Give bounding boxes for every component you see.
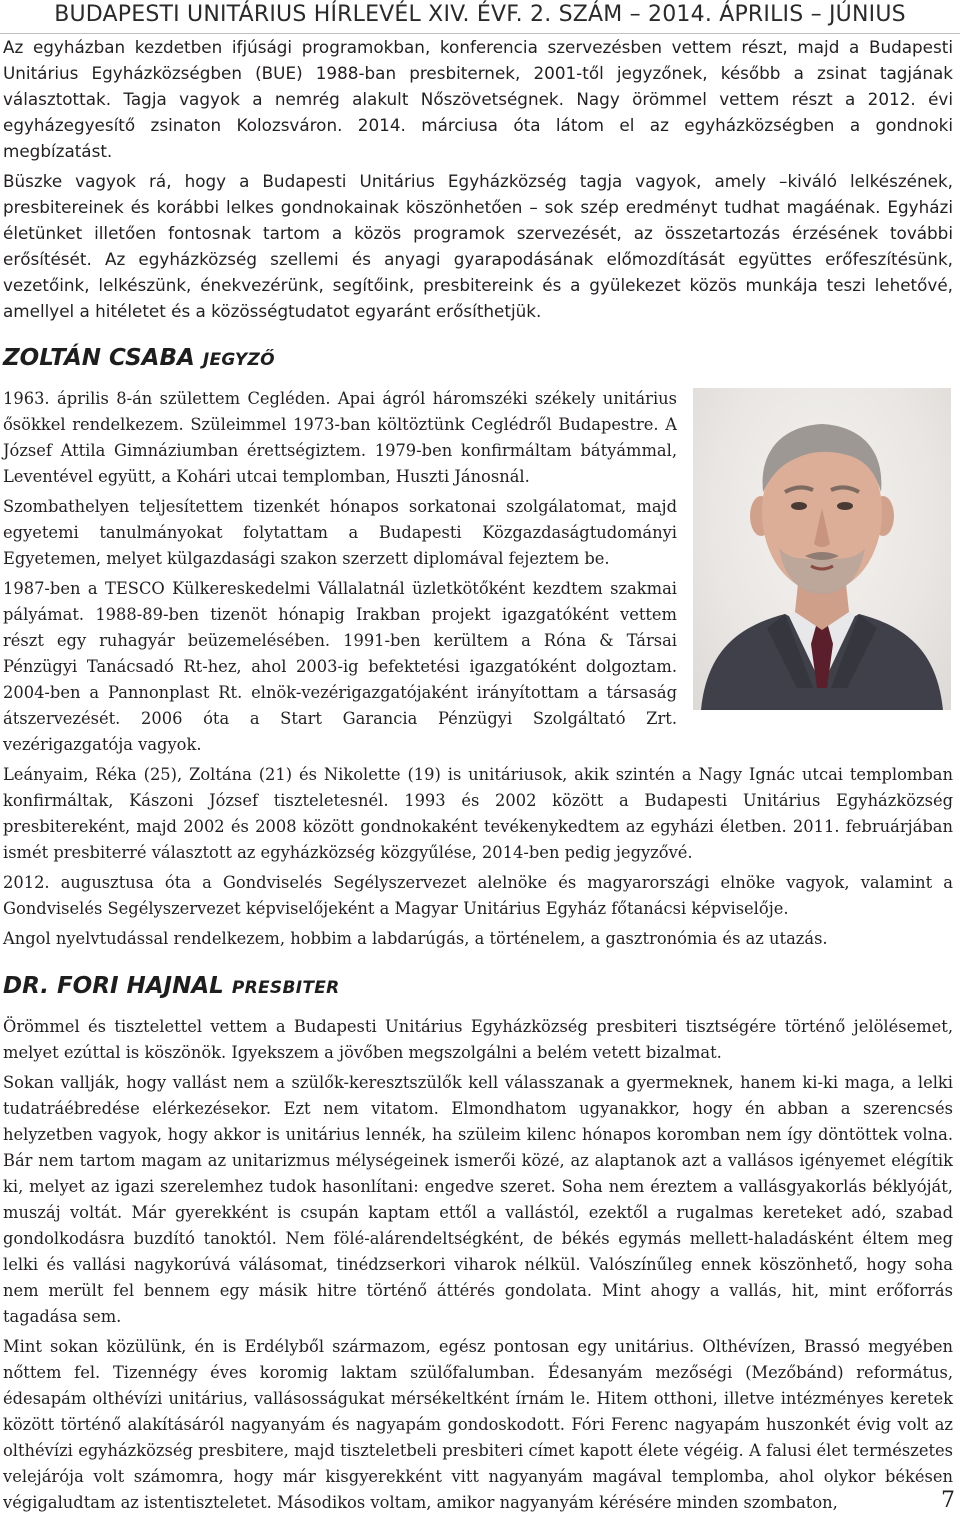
running-head: BUDAPESTI UNITÁRIUS HÍRLEVÉL XIV. ÉVF. 2. SZÁM – 2014. ÁPRILIS – JÚNIUS xyxy=(0,0,960,34)
bio-paragraph: Örömmel és tisztelettel vettem a Budapesti Unitárius Egyházközség presbiteri tisztségére történő jelölésemet, melyet ezúttal is köszönök. Igyekszem a jövőben megszolgálni a belém vetett bizalmat. xyxy=(3,1017,953,1062)
candidate-role: JEGYZŐ xyxy=(202,350,275,370)
candidate-role: PRESBITER xyxy=(231,978,340,998)
page-number: 7 xyxy=(941,1488,955,1513)
bio-paragraph: 1963. április 8-án születtem Cegléden. Apai ágról háromszéki székely unitárius ősökkel rendelkezem. Szüleimmel 1973-ban költöztünk Ceglédről Budapestre. A József Attila Gimnáziumban érettségiztem. 1979-ben konfirmáltam bátyámmal, Leventével együtt, a Kohári utcai templomban, Huszti Jánosnál. xyxy=(3,389,677,486)
bio-paragraph: Angol nyelvtudással rendelkezem, hobbim a labdarúgás, a történelem, a gasztronómia és az utazás. xyxy=(3,929,828,948)
candidate-name: ZOLTÁN CSABA xyxy=(3,345,195,371)
article-body xyxy=(3,34,953,1520)
zoltan-section xyxy=(3,344,953,952)
bio-paragraph: Sokan vallják, hogy vallást nem a szülők-keresztszülők kell válasszanak a gyermeknek, hanem ki-ki maga, a lelki tudatráébredése elérkezésekor. Ezt nem vitatom. Elmondhatom ugyanakkor, hogy én abban a szerencsés helyzetben vagyok, hogy akkor is unitárius lennék, ha szüleim kilenc hónapos koromban nem így döntöttek volna. Bár nem tartom magam az unitarizmus mélységeinek ismerői közé, az alaptanok azt a vallásos igényemet elégítik ki, melyet az igazi szerelemhez tudok hasonlítani: engedve szeret. Soha nem éreztem a vallásgyakorlás béklyóját, muszáj voltát. Már gyerekként is csupán kaptam ettől a vallástól, ezektől a rugalmas kereteket adó, szabad gondolkodásra buzdító tanoktól. Nem fölé-alárendeltségként, de békés egymás mellett-haladásként éltem meg lelki és vallási nagykorúvá válásomat, tinédzserkori viharok nélkül. Valószínűleg ennek köszönhető, hogy soha nem merült fel bennem egy másik hitre történő áttérés gondolata. Mint ahogy a vallás, hit, mint erőforrás tagadása sem. xyxy=(3,1073,953,1326)
candidate-name: DR. FORI HAJNAL xyxy=(3,973,224,999)
portrait-photo xyxy=(693,388,951,710)
intro-paragraph: Az egyházban kezdetben ifjúsági programokban, konferencia szervezésben vettem részt, majd a Budapesti Unitárius Egyházközségben (BUE) 1988-ban presbiternek, 2001-től jegyzőnek, később a zsinat tagjának választottak. Tagja vagyok a nemrég alakult Nőszövetségnek. Nagy örömmel vettem részt a 2012. évi egyházegyesítő zsinaton Kolozsváron. 2014. márciusa óta látom el az egyházközségben a gondnoki megbízatást. xyxy=(3,37,953,161)
bio-paragraph: Szombathelyen teljesítettem tizenkét hónapos sorkatonai szolgálatomat, majd egyetemi tanulmányokat folytattam a Budapesti Közgazdaságtudományi Egyetemen, melyet külgazdasági szakon szerzett diplomával fejeztem be. xyxy=(3,497,677,568)
section-heading-fori xyxy=(3,972,953,1002)
bio-paragraph: Leányaim, Réka (25), Zoltána (21) és Nikolette (19) is unitáriusok, akik szintén a Nagy Ignác utcai templomban konfirmáltak, Kászoni József tiszteletesnél. 1993 és 2002 között a Budapesti Unitárius Egyházközség presbitereként, majd 2002 és 2008 között gondnokaként tevékenykedtem az egyházi életben. 2011. februárjában ismét presbiterré választott az egyházközség közgyűlése, 2014-ben pedig jegyzővé. xyxy=(3,765,953,862)
fori-section xyxy=(3,972,953,1516)
bio-paragraph: 2012. augusztusa óta a Gondviselés Segélyszervezet alelnöke és magyarországi elnöke vagyok, valamint a Gondviselés Segélyszervezet képviselőjeként a Magyar Unitárius Egyház főtanácsi képviselője. xyxy=(3,873,953,918)
bio-paragraph: 1987-ben a TESCO Külkereskedelmi Vállalatnál üzletkötőként kezdtem szakmai pályámat. 1988-89-ben tizenöt hónapig Irakban projekt igazgatóként vettem részt egy ruhagyár beüzemelésében. 1991-ben kerültem a Róna & Társai Pénzügyi Tanácsadó Rt-hez, ahol 2003-ig befektetési igazgatóként dolgoztam. 2004-ben a Pannonplast Rt. elnök-vezérigazgatójaként irányítottam a társaság átszervezését. 2006 óta a Start Garancia Pénzügyi Szolgáltató Zrt. vezérigazgatója vagyok. xyxy=(3,579,677,754)
bio-paragraph: Mint sokan közülünk, én is Erdélyből származom, egész pontosan egy unitárius. Olthévízen, Brassó megyében nőttem fel. Tizennégy éves koromig laktam szülőfalumban. Édesanyám mezőségi (Mezőbánd) református, édesapám olthévízi unitárius, vallásosságukat mérsékeltként írnám le. Hitem otthoni, illetve intézményes keretek között történő alakításáról nagyanyám és nagyapám gondoskodott. Fóri Ferenc nagyapám huszonkét évig volt az olthévízi egyházközség presbitere, majd tiszteletbeli presbiteri címet kapott élete végéig. A falusi élet természetes velejárója volt számomra, hogy már kisgyerekként vitt nagyanyám magával templomba, ahol olykor békésen végigaludtam az istentiszteletet. Másodikos voltam, amikor nagyanyám kérésére minden szombaton, xyxy=(3,1337,953,1512)
portrait-illustration xyxy=(693,388,951,710)
intro-paragraph: Büszke vagyok rá, hogy a Budapesti Unitárius Egyházközség tagja vagyok, amely –kiváló lelkészének, presbitereinek és korábbi lelkes gondnokainak köszönhetően – sok szép eredményt tudhat magáénak. Egyházi életünket illetően fontosnak tartom a közös programok szervezését, az összetartozás érzésének további erősítését. Az egyházközség szellemi és anyagi gyarapodásának előmozdítását együttes erőfeszítésünk, vezetőink, lelkészünk, énekvezérünk, segítőink, presbitereink és a gyülekezet közös munkája teszi lehetővé, amellyel a hitéletet és a közösségtudatot egyaránt erősíthetjük. xyxy=(3,171,953,321)
section-heading-zoltan xyxy=(3,344,953,374)
intro-section xyxy=(3,34,953,324)
